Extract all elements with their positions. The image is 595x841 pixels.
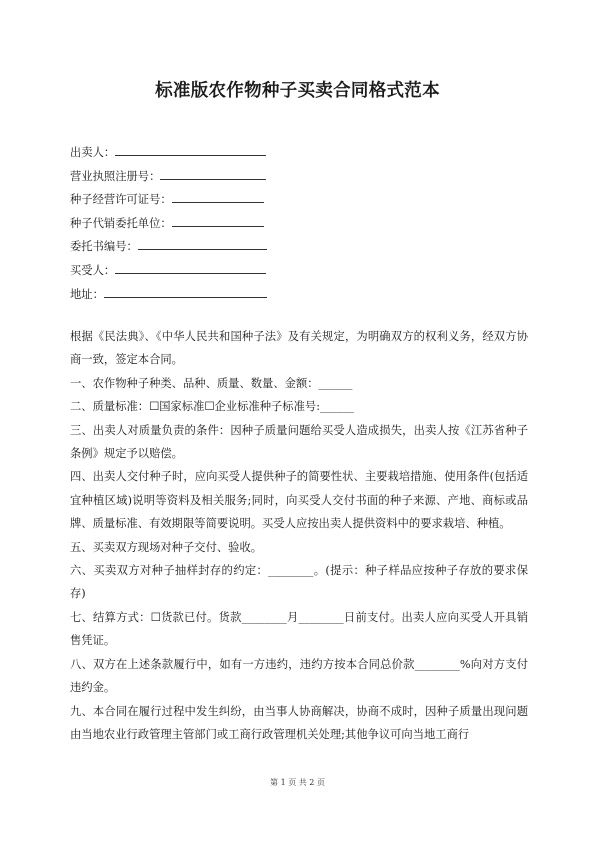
field-blank <box>104 284 267 298</box>
clause-6: 六、买卖双方对种子抽样封存的约定：________。(提示：种子样品应按种子存放的要求保存) <box>70 564 528 601</box>
field-blank <box>115 260 266 274</box>
clause-4: 四、出卖人交付种子时，应向买受人提供种子的简要性状、主要栽培措施、使用条件(包括适宜种植区域)说明等资料及相关服务;同时，向买受人交付书面的种子来源、产地、商标或品牌、质量标准、有效期限等简要说明。买受人应按出卖人提供资料中的要求栽培、种植。 <box>70 470 528 531</box>
clause-2: 二、质量标准：☐国家标准☐企业标准种子标准号:______ <box>70 400 354 414</box>
field-label: 种子经营许可证号： <box>70 193 172 207</box>
clause-1: 一、农作物种子种类、品种、质量、数量、金额：______ <box>70 376 353 390</box>
field-address <box>70 283 267 307</box>
field-buyer <box>70 259 267 283</box>
field-blank <box>172 213 264 227</box>
clause-5: 五、买卖双方现场对种子交付、验收。 <box>70 540 263 554</box>
field-label: 买受人： <box>70 263 116 277</box>
clause-8: 八、双方在上述条款履行中，如有一方违约，违约方按本合同总价款________%向对方支付违约金。 <box>70 657 528 695</box>
document-title: 标准版农作物种子买卖合同格式范本 <box>155 81 440 101</box>
clause-7: 七、结算方式：☐货款已付。货款________月________日前支付。出卖人应向买受人开具销售凭证。 <box>70 610 528 648</box>
field-label: 出卖人： <box>70 146 116 159</box>
clause-3: 三、出卖人对质量负责的条件：因种子质量问题给买受人造成损失，出卖人按《江苏省种子条例》规定予以赔偿。 <box>70 423 528 461</box>
field-label: 委托书编号： <box>70 240 138 254</box>
field-seed-license <box>70 188 267 212</box>
field-label: 营业执照注册号： <box>70 169 161 183</box>
field-label: 种子代销委托单位： <box>70 216 172 230</box>
field-authorization-no <box>70 235 267 259</box>
contract-body <box>70 325 528 746</box>
clause-9: 九、本合同在履行过程中发生纠纷，由当事人协商解决，协商不成时，因种子质量出现问题由当地农业行政管理主管部门或工商行政管理机关处理;其他争议可向当地工商行 <box>70 704 528 741</box>
field-blank <box>172 189 264 203</box>
page-number: 第 1 页 共 2 页 <box>270 778 325 787</box>
field-blank <box>115 142 266 156</box>
field-label: 地址： <box>70 287 104 301</box>
party-fields <box>70 141 267 306</box>
field-agent-unit <box>70 212 267 236</box>
paragraph-preamble: 根据《民法典》、《中华人民共和国种子法》及有关规定，为明确双方的权利义务，经双方协商一致，签定本合同。 <box>70 330 528 367</box>
field-blank <box>160 166 266 180</box>
field-blank <box>138 236 267 250</box>
field-business-license <box>70 165 267 189</box>
field-seller <box>70 141 267 165</box>
